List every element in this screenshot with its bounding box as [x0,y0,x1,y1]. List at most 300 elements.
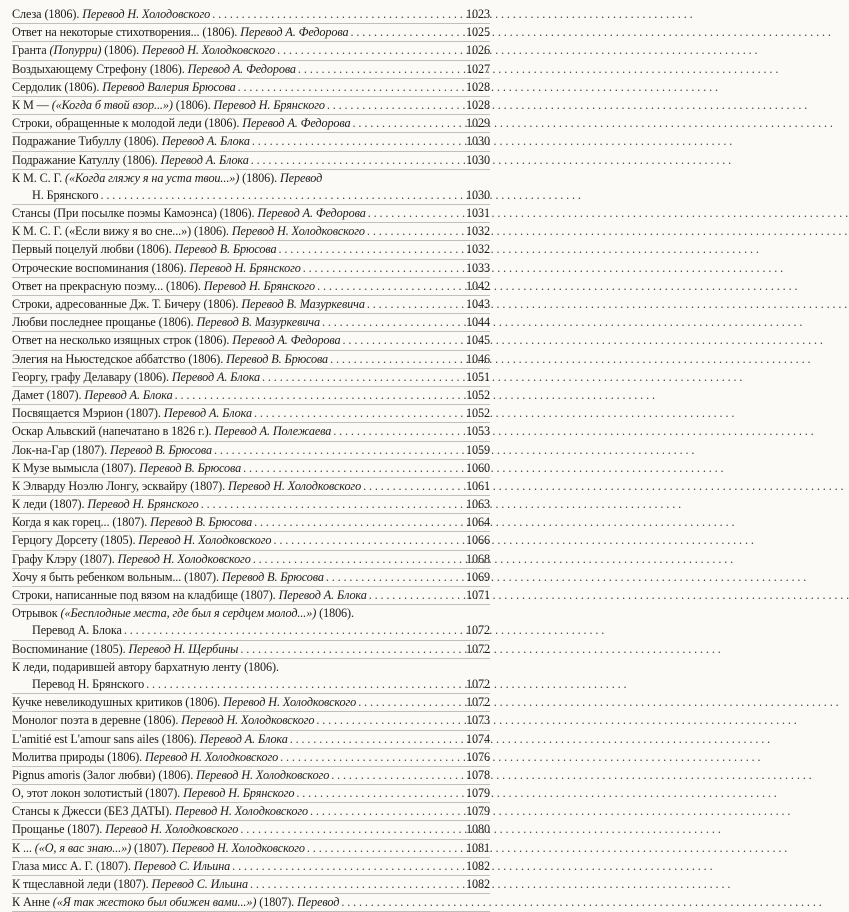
translator: Перевод Н. Брянского [189,260,301,275]
leader-dots [232,858,456,875]
entry-title [12,152,249,169]
translator: Перевод Н. Холодковского [228,478,362,493]
toc-entry [12,460,490,478]
title-text: Стансы к Джесси (БЕЗ ДАТЫ). [12,804,175,819]
title-text: К тщеславной леди (1807). [12,877,152,891]
leader-dots [368,205,456,222]
leader-dots [367,223,456,240]
title-text: К Элварду Ноэлю Лонгу, эсквайру (1807). [12,478,228,493]
page-number: 1030 [466,134,490,149]
toc-entry-line [12,79,490,96]
toc-entry-line [12,876,490,893]
title-text: Лок-на-Гар (1807). [12,442,111,457]
title-text: Строки, адресованные Дж. Т. Бичеру (1806). [12,297,242,311]
title-text: К Музе вымысла (1807). [12,460,140,475]
page-number: 1053 [466,424,490,439]
toc-entry [12,587,490,605]
translator: Перевод Валерия Брюсова [102,79,236,94]
toc-entry-line [12,205,490,222]
toc-entry-line [12,223,490,240]
leader-dots [101,187,456,204]
title-text: К ... [12,840,35,855]
leader-dots [280,749,456,766]
toc-entry-line [12,858,490,875]
title-text: К Анне [12,895,53,910]
toc-entry [12,369,490,387]
entry-title [12,605,354,622]
entry-title [12,260,301,277]
title-text: Подражание Тибуллу (1806). [12,134,162,149]
toc-entry-line [12,115,490,132]
entry-title [12,785,294,802]
entry-title [12,332,341,349]
toc-entry [12,205,490,223]
entry-title [12,42,275,59]
toc-entry [12,133,490,151]
title-text: Слеза (1806). [12,7,83,21]
toc-entry-continuation [12,676,490,693]
toc-entry-line [12,24,490,41]
page-number: 1030 [466,187,490,202]
title-text: Хочу я быть ребенком вольным... (1807). [12,569,222,584]
page-number: 1074 [466,731,490,746]
title-text-2: (1807). [256,895,298,910]
toc-entry [12,731,490,749]
title-text: Гранта [12,43,50,58]
entry-title [12,133,250,150]
entry-title [12,115,351,132]
entry-title [12,749,278,766]
leader-dots [254,405,456,422]
title-text: Посвящается Мэрион (1807). [12,406,164,421]
entry-title [12,79,236,96]
page-number: 1063 [466,497,490,512]
leader-dots [363,478,456,495]
toc-entry [12,42,490,60]
leader-dots [250,876,456,893]
toc-entry-line [12,369,490,386]
translator: Перевод В. Брюсова [110,442,212,457]
toc-entry [12,79,490,97]
translator: Перевод Н. Холодковского [223,695,357,710]
page-number: 1052 [466,406,490,421]
leader-dots [316,712,456,729]
entry-title [12,478,361,495]
translator: Перевод А. Федорова [242,116,351,131]
leader-dots [240,821,456,838]
toc-entry-line [12,387,490,404]
toc-entry-continuation [12,622,490,639]
toc-entry [12,405,490,423]
page-number: 1081 [466,840,490,855]
title-text: Ответ на некоторые стихотворения... (1806). [12,25,241,40]
toc-entry [12,223,490,241]
page-number: 1031 [466,206,490,221]
toc-entry-line [12,532,490,549]
title-text-2: (1806). [239,170,280,185]
entry-title [12,659,279,676]
page-number: 1032 [466,242,490,257]
toc-entry [12,659,490,694]
toc-entry [12,115,490,133]
leader-dots [298,61,456,78]
toc-entry [12,767,490,785]
title-italic: («Бесплодные места, где был я сердцем молод...») [60,606,317,621]
toc-entry-line [12,405,490,422]
translator: Перевод А. Федорова [257,206,366,221]
title-text: Сердолик (1806). [12,79,103,94]
entry-title [12,894,339,911]
leader-dots [307,840,456,857]
leader-dots [214,442,456,459]
translator: Перевод Н. Холодковского [138,533,272,548]
translator: Перевод Н. Брянского [183,786,295,801]
leader-dots [290,731,456,748]
toc-entry-line [12,296,490,313]
title-text: Любви последнее прощанье (1806). [12,315,197,330]
leader-dots [341,894,456,911]
toc-entry [12,785,490,803]
entry-title [12,876,248,893]
page-number: 1045 [466,333,490,348]
toc-entry [12,858,490,876]
title-text: Отрывок [12,606,61,621]
translator: Перевод В. Брюсова [226,351,329,366]
toc-entry [12,551,490,569]
translator: Перевод А. Полежаева [214,424,332,439]
toc-entry-line [12,749,490,766]
entry-title [12,712,314,729]
title-text: Стансы (При посылке поэмы Камоэнса) (1806). [12,206,258,221]
translator: Перевод Н. Холодковского [117,551,251,566]
leader-dots [175,387,456,404]
title-text: Воздыхающему Стрефону (1806). [12,61,188,76]
toc-entry [12,296,490,314]
page-number: 1030 [466,152,490,167]
title-italic: («Когда б твой взор...») [51,97,173,112]
leader-dots [146,676,456,693]
leader-dots [343,332,456,349]
title-text: Строки, написанные под вязом на кладбище (1807). [12,588,279,602]
entry-title [12,423,331,440]
translator: Перевод В. Брюсова [150,515,253,530]
title-text: Ответ на несколько изящных строк (1806). [12,333,233,348]
leader-dots [296,785,456,802]
toc-entry-line [12,694,490,711]
translator: Перевод В. Брюсова [174,242,277,257]
toc-entry [12,803,490,821]
toc-entry-line [12,767,490,784]
toc-entry-line [12,478,490,495]
toc-entry [12,152,490,170]
leader-dots [322,314,456,331]
translator: Перевод Н. Щербины [128,641,239,656]
entry-title [12,840,305,857]
page-number: 1052 [466,387,490,402]
leader-dots [369,587,456,604]
translator: Перевод В. Мазуркевича [241,297,365,311]
toc-entry [12,24,490,42]
toc-entry-line [12,587,490,604]
leader-dots [238,79,456,96]
title-text: К леди, подарившей автору бархатную ленту (1806). [12,659,279,674]
toc-entry [12,314,490,332]
toc-entry-line [12,332,490,349]
title-text: Ответ на прекрасную поэму... (1806). [12,278,204,293]
title-text: Монолог поэта в деревне (1806). [12,713,182,728]
page-number: 1032 [466,224,490,239]
translator: Перевод Н. Холодковского [142,43,276,58]
toc-entry-line [12,241,490,258]
page-number: 1066 [466,533,490,548]
translator: Перевод В. Брюсова [221,569,324,584]
toc-entry-line [12,840,490,857]
translator: Перевод Н. Холодковского [181,713,315,728]
page-number: 1044 [466,315,490,330]
toc-entry [12,894,490,912]
entry-title [12,205,366,222]
toc-entry [12,478,490,496]
title-text: Воспоминание (1805). [12,641,129,656]
translator: Перевод А. Блока [160,152,249,167]
leader-dots [331,767,456,784]
toc-entry [12,876,490,894]
toc-entry-line [12,6,490,23]
translator: Перевод А. Блока [84,387,173,402]
leader-dots [273,532,456,549]
toc-entry-line [12,61,490,78]
entry-title [12,641,238,658]
toc-entry [12,496,490,514]
entry-title [12,496,199,513]
title-text: Строки, обращенные к молодой леди (1806). [12,116,243,131]
leader-dots [350,24,456,41]
page-number: 1061 [466,478,490,493]
page-number: 1060 [466,460,490,475]
translator: Перевод В. Мазуркевича [196,315,320,330]
page-number: 1072 [466,676,490,691]
title-text: Георгу, графу Делавару (1806). [12,369,172,384]
page-number: 1072 [466,641,490,656]
leader-dots [367,296,456,313]
page-number: 1064 [466,515,490,530]
translator: Перевод Н. Холодовского [82,7,211,21]
entry-title [12,460,241,477]
title-text: Герцогу Дорсету (1805). [12,533,139,548]
title-text: Дамет (1807). [12,387,85,402]
toc-entry-line [12,803,490,820]
leader-dots [212,6,456,23]
translator: Перевод А. Федорова [240,25,349,40]
leader-dots [326,569,456,586]
leader-dots [353,115,456,132]
page-number: 1028 [466,79,490,94]
entry-title [12,405,252,422]
toc-entry [12,278,490,296]
toc-entry-line [12,496,490,513]
entry-title [12,803,308,820]
entry-title [12,767,329,784]
entry-title [12,858,230,875]
toc-entry-line [12,551,490,568]
entry-title [12,731,288,748]
toc-entry [12,641,490,659]
toc-entry [12,532,490,550]
toc-entry-line [12,442,490,459]
toc-entry-line [12,785,490,802]
entry-title [12,569,324,586]
toc-entry [12,387,490,405]
translator: Перевод Н. Холодковского [174,804,309,819]
toc-entry [12,241,490,259]
title-text-2: (1806). [101,43,143,58]
entry-title [12,369,260,386]
entry-title [12,97,325,114]
page-number: 1080 [466,822,490,837]
page-number: 1078 [466,767,490,782]
translator: Перевод Н. Холодковского [105,822,239,837]
toc-entry [12,423,490,441]
leader-dots [278,241,456,258]
toc-entry-line [12,423,490,440]
toc-entry-line [12,97,490,114]
entry-title [12,241,276,258]
toc-entry [12,6,490,24]
translator: Перевод Н. Холодковского [171,840,305,855]
toc-entry-line [12,821,490,838]
leader-dots [330,351,456,368]
title-text: Отроческие воспоминания (1806). [12,260,190,275]
toc-entry [12,260,490,278]
title-text: Глаза мисс А. Г. (1807). [12,858,134,873]
translator: Перевод А. Блока [161,134,250,149]
page-number: 1082 [466,877,490,891]
page-number: 1072 [466,623,490,638]
translator: Перевод С. Ильина [151,877,248,891]
title-text: Кучке невеликодушных критиков (1806). [12,695,224,710]
page-number: 1042 [466,278,490,293]
toc-entry-line [12,569,490,586]
translator: Перевод А. Федорова [187,61,296,76]
page-number: 1082 [466,858,490,873]
translator: Перевод [297,895,340,910]
entry-title [12,296,365,313]
title-text: Подражание Катуллу (1806). [12,152,161,167]
toc-entry [12,442,490,460]
entry-title [12,551,251,568]
title-text: К М. С. Г. («Если вижу я во сне...») (1806). [12,224,232,239]
leader-dots [252,133,456,150]
page-number: 1072 [466,695,490,710]
translator: Перевод С. Ильина [133,858,231,873]
translator: Перевод Н. Брянского [87,497,199,512]
title-text-2: (1806). [316,606,354,621]
toc-entry-line [12,314,490,331]
title-italic: («Я так жестоко был обижен вами...») [52,895,257,910]
entry-title [12,170,322,187]
toc-entry [12,569,490,587]
page-number: 1073 [466,713,490,728]
toc-entry-line [12,460,490,477]
translator: Перевод А. Федорова [232,333,341,348]
toc-entry-line [12,42,490,59]
toc-entry-line [12,351,490,368]
entry-title [12,61,296,78]
leader-dots [262,369,456,386]
toc-entry [12,514,490,532]
translator: Перевод Н. Брянского [203,278,316,293]
leader-dots [243,460,456,477]
toc-entry-line [12,894,490,911]
page-number: 1059 [466,442,490,457]
page-number: 1043 [466,297,490,311]
translator: Перевод А. Блока [199,731,288,746]
title-text: Элегия на Ньюстедское аббатство (1806). [12,351,227,366]
entry-title [12,532,271,549]
entry-title [12,587,367,604]
page-number: 1028 [466,97,490,112]
title-text: Молитва природы (1806). [12,749,146,764]
title-text: Прощанье (1807). [12,822,106,837]
entry-title [12,223,365,240]
toc-entry [12,332,490,350]
title-text: Pignus amoris (Залог любви) (1806). [12,767,197,782]
continuation-text: Н. Брянского [32,187,99,202]
translator: Перевод А. Блока [163,406,252,421]
leader-dots [317,278,456,295]
toc-entry-line [12,641,490,658]
leader-dots [277,42,456,59]
toc-entry-line [12,170,490,187]
page-number: 1069 [466,569,490,584]
title-text: К М — [12,97,52,112]
leader-dots [310,803,456,820]
translator: Перевод В. Брюсова [139,460,242,475]
translator: Перевод Н. Холодковского [196,767,330,782]
toc-entry [12,840,490,858]
leader-dots [303,260,456,277]
title-text: Оскар Альвский (напечатано в 1826 г.). [12,424,215,439]
leader-dots [358,694,456,711]
toc-entry-line [12,731,490,748]
toc-entry [12,694,490,712]
toc-entry-line [12,133,490,150]
toc-entry-line [12,152,490,169]
page-number: 1033 [466,260,490,275]
entry-title [12,387,173,404]
translator: Перевод [279,170,323,185]
translator: Перевод Н. Брянского [213,97,325,112]
entry-title [12,442,212,459]
page-number: 1027 [466,61,490,76]
translator: Перевод Н. Холодковского [231,224,365,239]
toc-entry-line [12,605,490,622]
continuation-text: Перевод А. Блока [32,623,122,638]
leader-dots [124,622,456,639]
toc-entry [12,712,490,730]
page-number: 1026 [466,43,490,58]
leader-dots [251,152,456,169]
page-number: 1023 [466,7,490,21]
toc-entry [12,351,490,369]
page-number: 1029 [466,116,490,131]
title-text: Первый поцелуй любви (1806). [12,242,175,257]
entry-title [12,351,328,368]
continuation-text: Перевод Н. Брянского [32,676,145,691]
toc-entry-line [12,659,490,676]
page-number: 1025 [466,25,490,40]
entry-title [12,314,320,331]
